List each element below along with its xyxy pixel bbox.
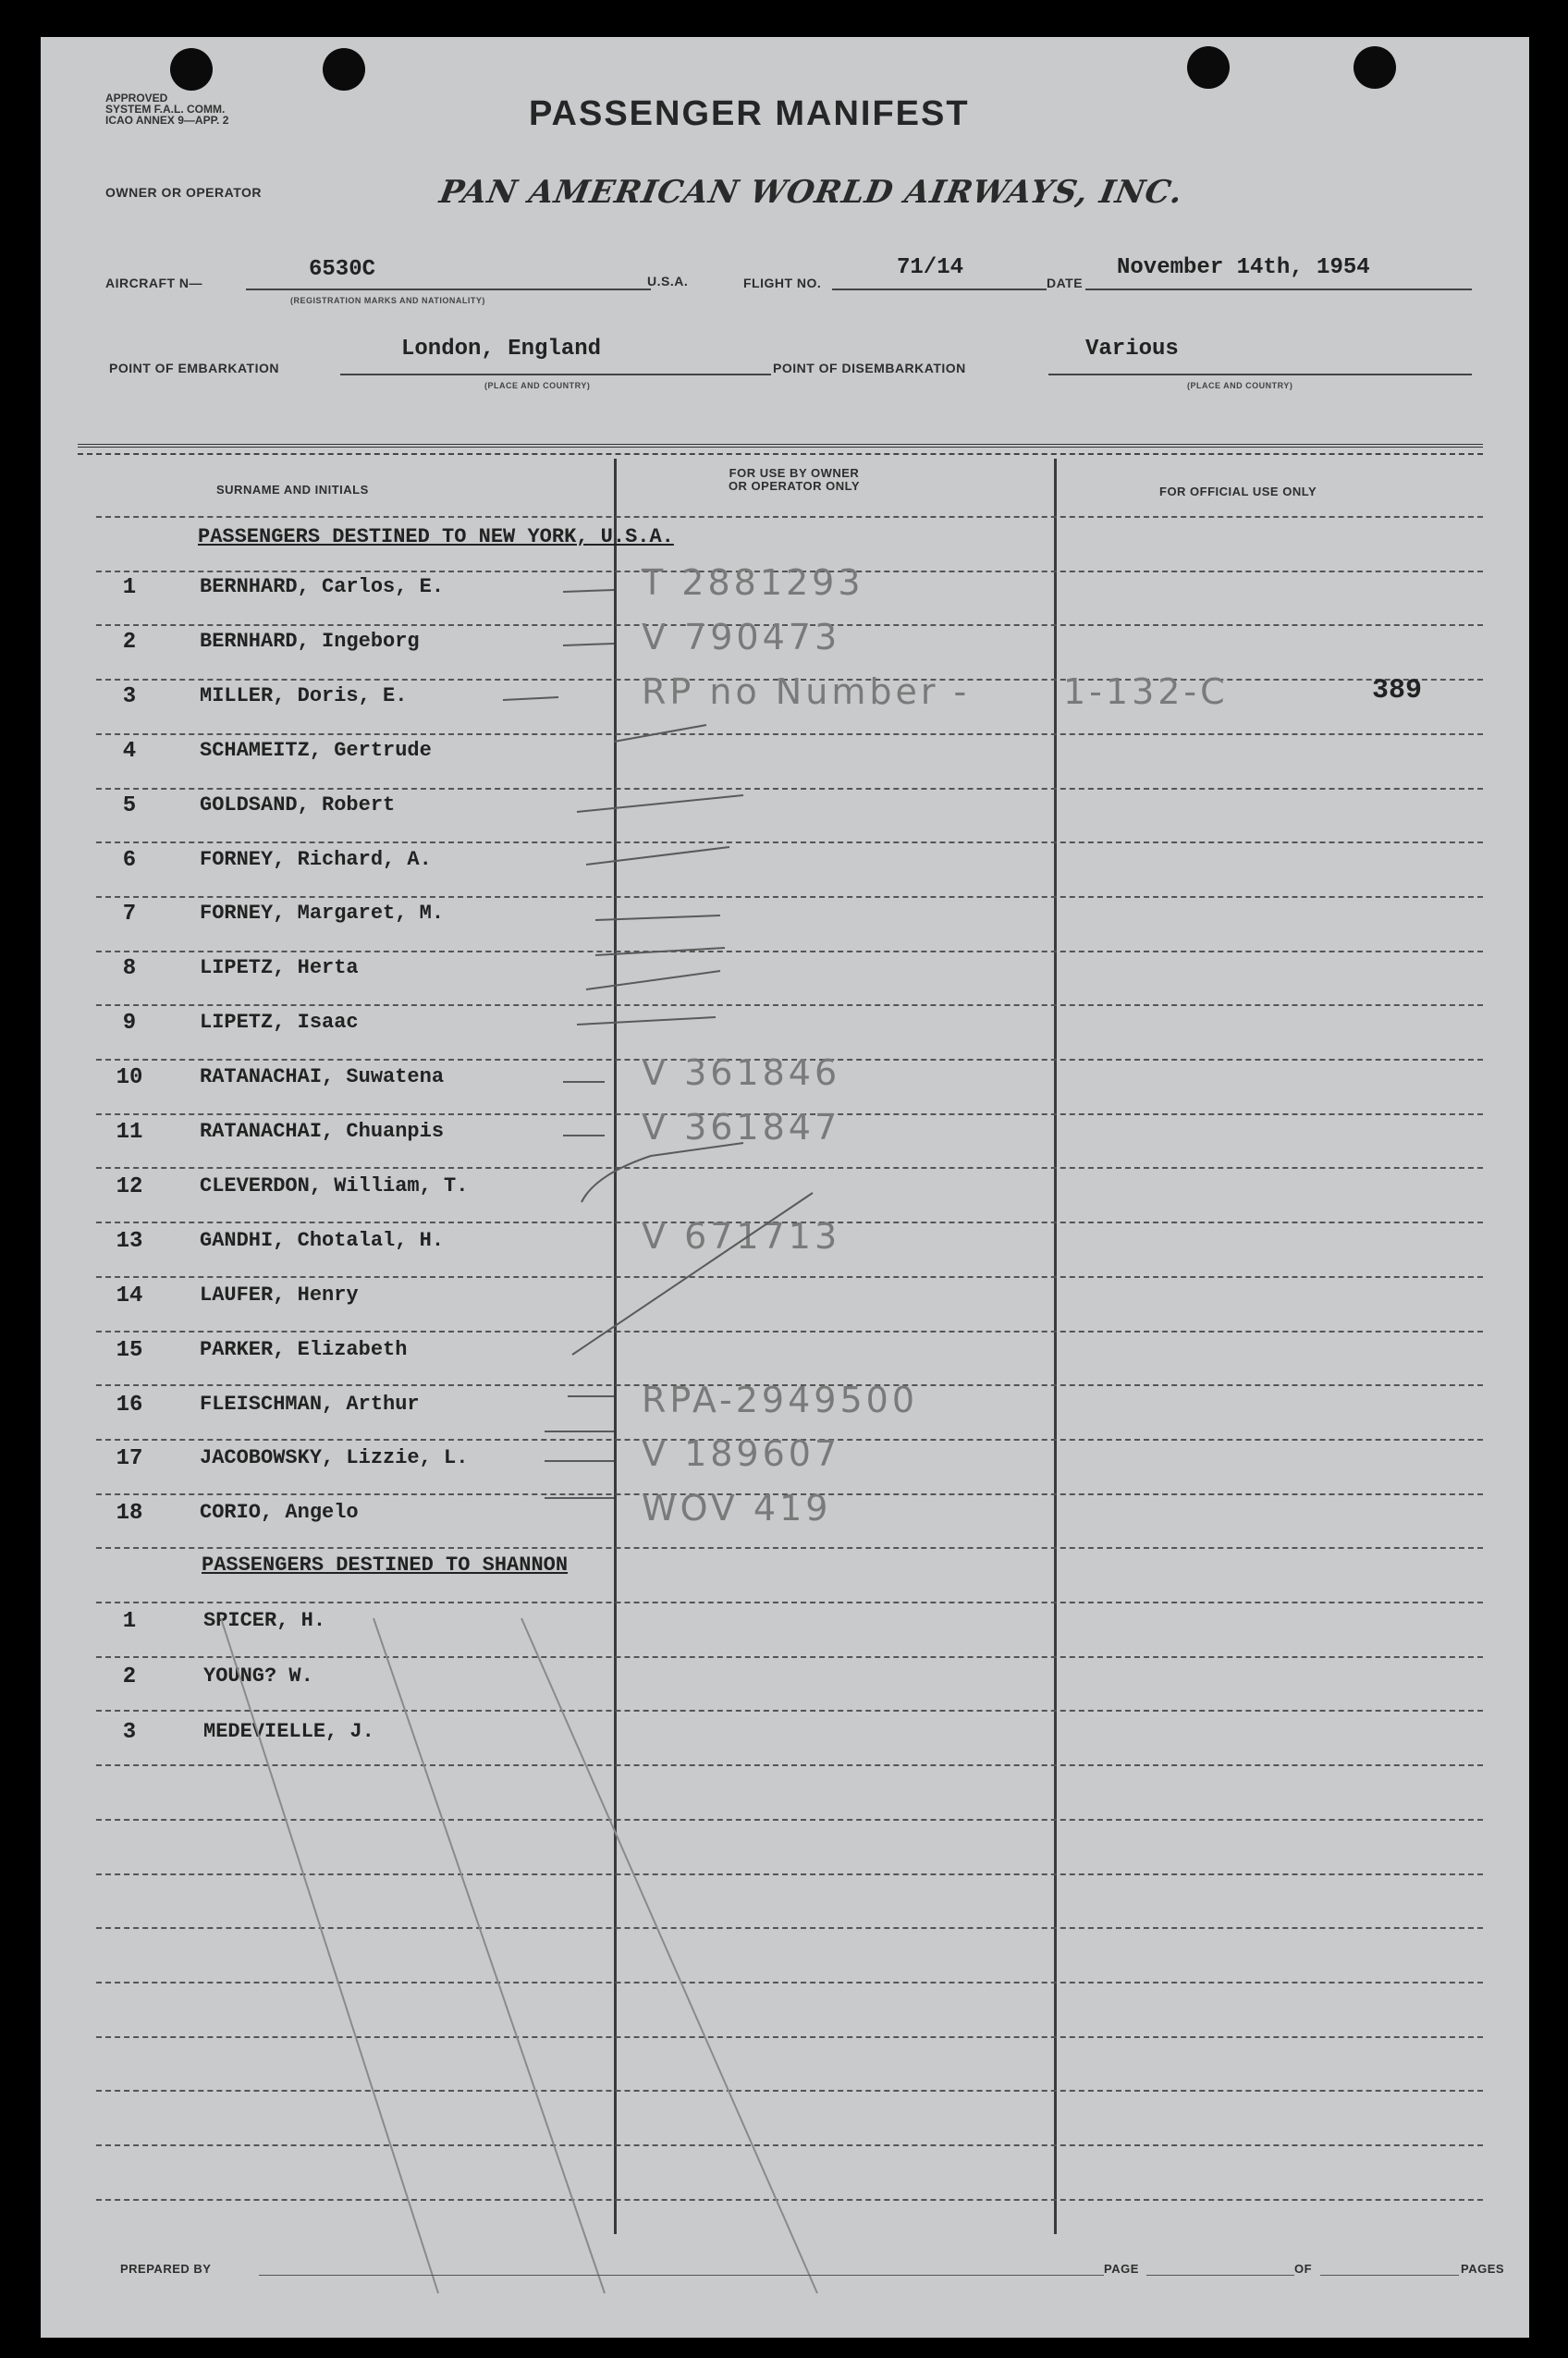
passenger-name: LIPETZ, Isaac <box>200 1011 359 1034</box>
row-number: 3 <box>122 684 137 709</box>
owner-note: V 361846 <box>642 1052 841 1093</box>
disembarkation-caption: (PLACE AND COUNTRY) <box>1187 381 1293 390</box>
form-title: PASSENGER MANIFEST <box>529 94 970 133</box>
section-new-york: PASSENGERS DESTINED TO NEW YORK, U.S.A. <box>198 525 674 548</box>
section-shannon: PASSENGERS DESTINED TO SHANNON <box>202 1554 569 1577</box>
owner-label: OWNER OR OPERATOR <box>105 185 262 200</box>
row-number: 15 <box>116 1338 143 1363</box>
stamp-number: 389 <box>1372 675 1423 706</box>
row-number: 16 <box>116 1393 143 1418</box>
owner-note: V 189607 <box>642 1433 841 1474</box>
passenger-name: GOLDSAND, Robert <box>200 793 396 817</box>
row-number: 2 <box>122 630 137 655</box>
row-number: 17 <box>116 1446 143 1471</box>
registration-caption: (REGISTRATION MARKS AND NATIONALITY) <box>290 296 485 305</box>
prepared-by-label: PREPARED BY <box>120 2262 212 2276</box>
owner-note: WOV 419 <box>642 1488 832 1529</box>
row-number: 1 <box>122 575 137 600</box>
col-official-header: FOR OFFICIAL USE ONLY <box>1159 485 1317 498</box>
row-number: 7 <box>122 902 137 927</box>
passenger-name: BERNHARD, Carlos, E. <box>200 575 445 598</box>
row-number: 11 <box>116 1120 143 1145</box>
passenger-name: BERNHARD, Ingeborg <box>200 630 420 653</box>
passenger-name: PARKER, Elizabeth <box>200 1338 408 1361</box>
passenger-name: SPICER, H. <box>203 1609 326 1632</box>
manifest-sheet <box>41 37 1529 2338</box>
flight-value: 71/14 <box>897 255 964 280</box>
passenger-name: FORNEY, Margaret, M. <box>200 902 445 925</box>
pages-label: PAGES <box>1461 2262 1505 2276</box>
approval-line-1: APPROVED <box>105 92 168 104</box>
owner-value: PAN AMERICAN WORLD AIRWAYS, INC. <box>436 174 1186 211</box>
row-number: 10 <box>116 1065 143 1090</box>
approval-line-3: ICAO ANNEX 9—APP. 2 <box>105 114 229 127</box>
embarkation-caption: (PLACE AND COUNTRY) <box>484 381 591 390</box>
passenger-name: CLEVERDON, William, T. <box>200 1174 469 1197</box>
owner-note: RP no Number - <box>642 671 971 712</box>
col-owner-header-1: FOR USE BY OWNER <box>729 466 860 480</box>
owner-note: V 361847 <box>642 1107 841 1148</box>
of-label: OF <box>1294 2262 1313 2276</box>
owner-note: V 671713 <box>642 1216 841 1257</box>
row-number: 9 <box>122 1011 137 1036</box>
row-number: 8 <box>122 956 137 981</box>
approval-line-2: SYSTEM F.A.L. COMM. <box>105 103 226 116</box>
aircraft-label: AIRCRAFT N— <box>105 276 203 290</box>
date-label: DATE <box>1047 276 1084 290</box>
col-owner-header-2: OR OPERATOR ONLY <box>728 479 861 493</box>
flight-label: FLIGHT NO. <box>743 276 822 290</box>
owner-note: RPA-2949500 <box>642 1380 918 1420</box>
passenger-name: RATANACHAI, Chuanpis <box>200 1120 445 1143</box>
passenger-name: FLEISCHMAN, Arthur <box>200 1393 420 1416</box>
passenger-name: MEDEVIELLE, J. <box>203 1720 374 1743</box>
row-number: 4 <box>122 739 137 764</box>
official-note: 1-132-C <box>1063 671 1229 712</box>
row-number: 5 <box>122 793 137 818</box>
disembarkation-label: POINT OF DISEMBARKATION <box>773 361 966 375</box>
owner-note: V 790473 <box>642 617 841 657</box>
row-number: 1 <box>122 1609 137 1634</box>
passenger-name: YOUNG? W. <box>203 1664 313 1688</box>
passenger-name: LAUFER, Henry <box>200 1283 359 1307</box>
passenger-name: FORNEY, Richard, A. <box>200 848 432 871</box>
embarkation-label: POINT OF EMBARKATION <box>109 361 279 375</box>
embarkation-value: London, England <box>401 337 602 362</box>
row-number: 13 <box>116 1229 143 1254</box>
owner-note: T 2881293 <box>642 562 864 603</box>
row-number: 6 <box>122 848 137 873</box>
pencil-strokes <box>41 37 1529 2338</box>
col-surname-header: SURNAME AND INITIALS <box>216 483 369 497</box>
passenger-name: RATANACHAI, Suwatena <box>200 1065 445 1088</box>
usa-label: U.S.A. <box>647 274 689 289</box>
disembarkation-value: Various <box>1085 337 1179 362</box>
passenger-name: CORIO, Angelo <box>200 1501 359 1524</box>
passenger-name: GANDHI, Chotalal, H. <box>200 1229 445 1252</box>
row-number: 12 <box>116 1174 143 1199</box>
passenger-name: JACOBOWSKY, Lizzie, L. <box>200 1446 469 1469</box>
row-number: 3 <box>122 1720 137 1745</box>
passenger-name: LIPETZ, Herta <box>200 956 359 979</box>
aircraft-value: 6530C <box>309 257 376 282</box>
page-label: PAGE <box>1104 2262 1139 2276</box>
row-number: 14 <box>116 1283 143 1308</box>
passenger-name: SCHAMEITZ, Gertrude <box>200 739 432 762</box>
date-value: November 14th, 1954 <box>1117 255 1370 280</box>
row-number: 18 <box>116 1501 143 1526</box>
row-number: 2 <box>122 1664 137 1689</box>
passenger-name: MILLER, Doris, E. <box>200 684 408 707</box>
